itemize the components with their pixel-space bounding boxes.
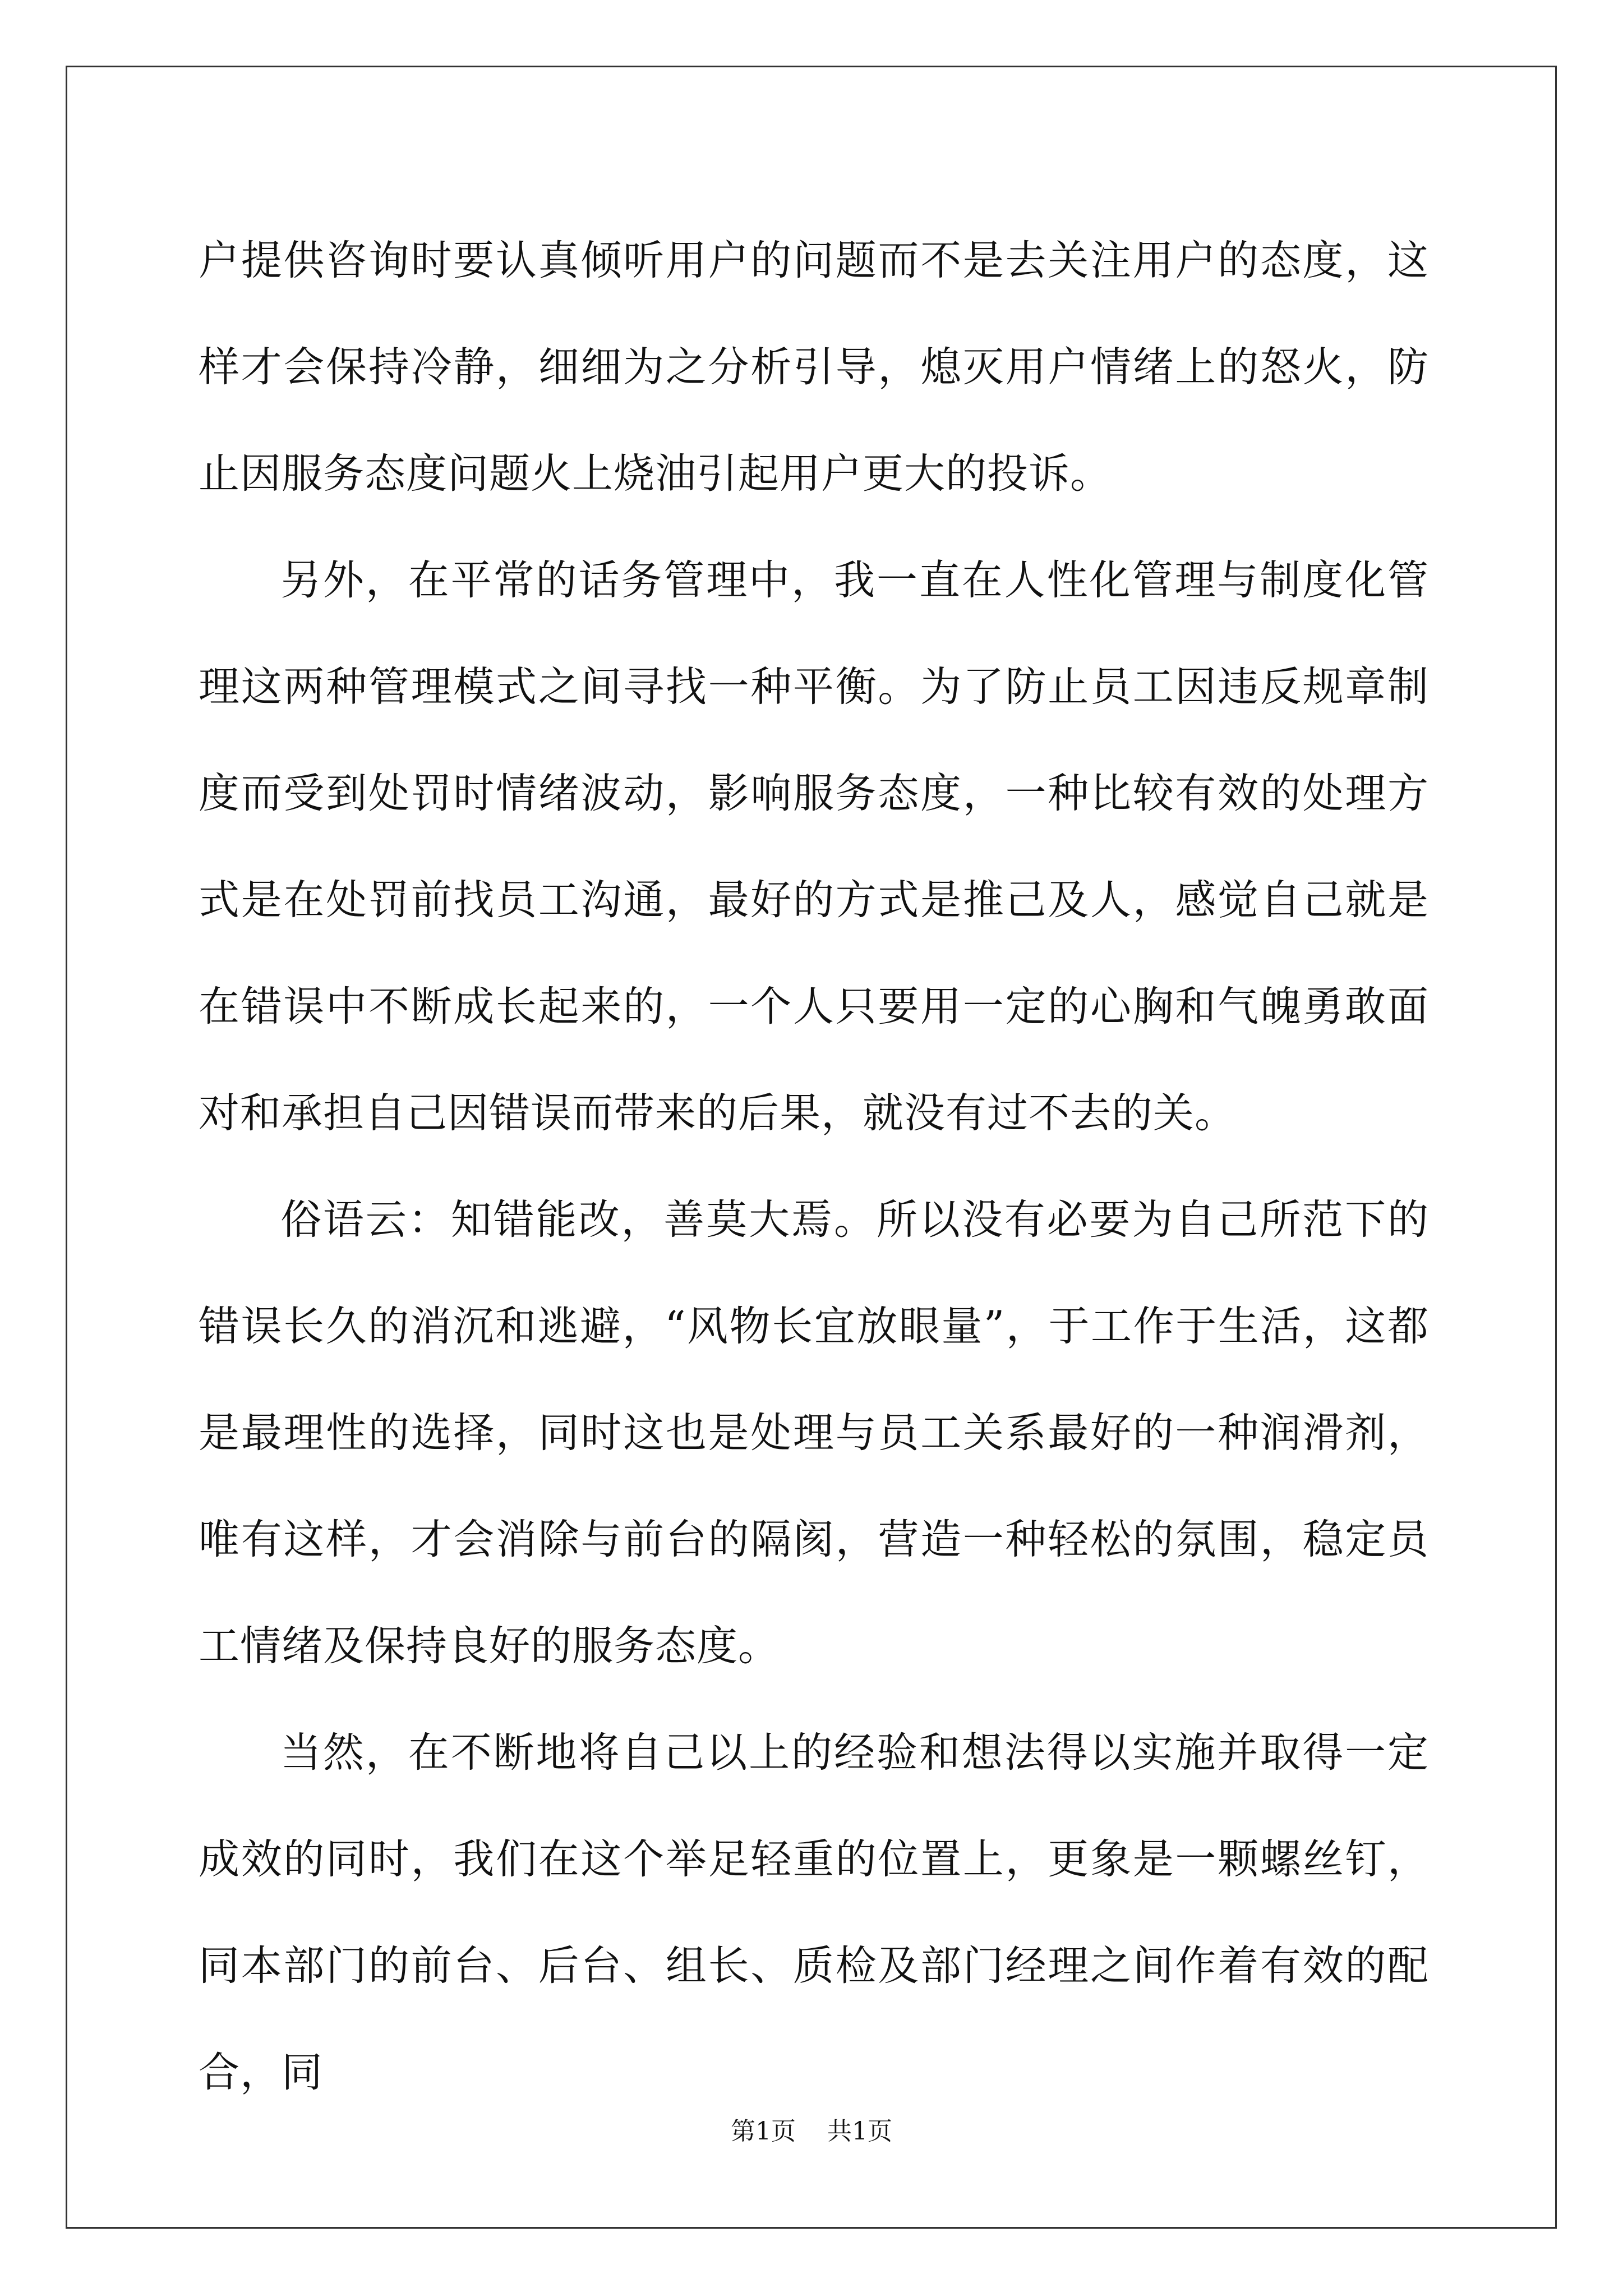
- page-number: 第1页: [731, 2117, 796, 2146]
- document-body: [199, 208, 1429, 2126]
- paragraph-4: 当然，在不断地将自己以上的经验和想法得以实施并取得一定成效的同时，我们在这个举足轻重的位置上，更象是一颗螺丝钉，同本部门的前台、后台、组长、质检及部门经理之间作着有效的配合，同: [199, 1729, 1429, 2096]
- page-total: 共1页: [827, 2117, 892, 2146]
- paragraph-3: 俗语云：知错能改，善莫大焉。所以没有必要为自己所范下的错误长久的消沉和逃避，“风物长宜放眼量”，于工作于生活，这都是最理性的选择，同时这也是处理与员工关系最好的一种润滑剂，唯有这样，才会消除与前台的隔阂，营造一种轻松的氛围，稳定员工情绪及保持良好的服务态度。: [199, 1196, 1429, 1670]
- paragraph-1: 户提供咨询时要认真倾听用户的问题而不是去关注用户的态度，这样才会保持冷静，细细为之分析引导，熄灭用户情绪上的怒火，防止因服务态度问题火上烧油引起用户更大的投诉。: [199, 237, 1429, 498]
- paragraph-2: 另外，在平常的话务管理中，我一直在人性化管理与制度化管理这两种管理模式之间寻找一种平衡。为了防止员工因违反规章制度而受到处罚时情绪波动，影响服务态度，一种比较有效的处理方式是在处罚前找员工沟通，最好的方式是推己及人，感觉自己就是在错误中不断成长起来的，一个人只要用一定的心胸和气魄勇敢面对和承担自己因错误而带来的后果，就没有过不去的关。: [199, 556, 1429, 1137]
- page-footer: [0, 2115, 1623, 2148]
